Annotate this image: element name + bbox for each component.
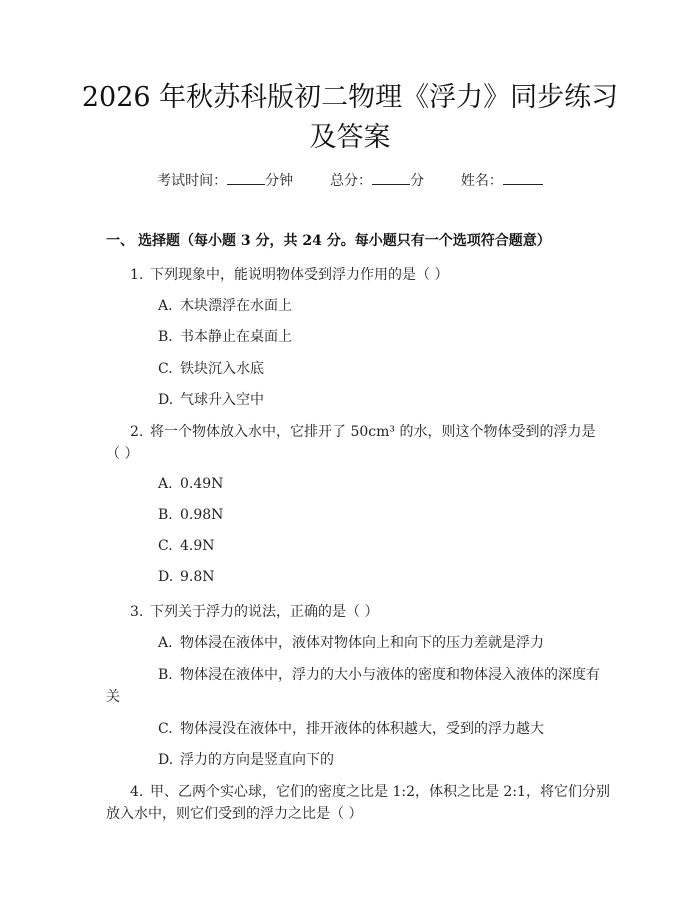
option-text: 铁块沉入水底 bbox=[180, 361, 264, 377]
option-label: C. bbox=[158, 538, 173, 554]
time-label: 考试时间： bbox=[157, 173, 228, 189]
score-blank bbox=[372, 171, 410, 185]
question-3-option-b-continuation: 关 bbox=[106, 689, 120, 705]
option-label: D. bbox=[158, 569, 174, 585]
question-4 bbox=[130, 781, 610, 801]
option-text: 0.98N bbox=[180, 507, 224, 523]
question-2-option-c bbox=[158, 538, 215, 554]
question-1-option-d bbox=[158, 389, 264, 409]
option-text: 木块漂浮在水面上 bbox=[180, 298, 292, 314]
section-number: 一、 bbox=[106, 233, 134, 249]
question-2-option-b bbox=[158, 507, 223, 523]
option-label: A. bbox=[158, 476, 173, 492]
question-3-option-c bbox=[158, 718, 544, 738]
question-2-continuation: （ ） bbox=[106, 446, 139, 462]
option-text: 物体浸在液体中，液体对物体向上和向下的压力差就是浮力 bbox=[180, 635, 544, 651]
option-label: C. bbox=[158, 721, 173, 737]
option-label: A. bbox=[158, 298, 173, 314]
question-2-option-a bbox=[158, 476, 223, 492]
question-number: 3. bbox=[130, 604, 144, 620]
question-number: 1. bbox=[130, 267, 144, 283]
option-label: B. bbox=[158, 507, 173, 523]
question-1 bbox=[130, 264, 448, 284]
question-3-option-d bbox=[158, 749, 334, 769]
question-3 bbox=[130, 601, 378, 621]
question-2-option-d bbox=[158, 569, 215, 585]
exam-info-line bbox=[0, 170, 700, 190]
question-1-option-c bbox=[158, 358, 264, 378]
score-label: 总分： bbox=[330, 173, 372, 189]
option-text: 0.49N bbox=[180, 476, 224, 492]
option-label: C. bbox=[158, 361, 173, 377]
option-text: 9.8N bbox=[180, 569, 215, 585]
time-blank bbox=[227, 171, 265, 185]
option-text: 物体浸在液体中，浮力的大小与液体的密度和物体浸入液体的深度有 bbox=[180, 667, 600, 683]
option-label: D. bbox=[158, 392, 174, 408]
section-heading bbox=[106, 230, 551, 250]
option-label: D. bbox=[158, 752, 174, 768]
name-label: 姓名： bbox=[460, 173, 503, 189]
question-text: 下列现象中，能说明物体受到浮力作用的是（ ） bbox=[150, 267, 449, 283]
question-3-option-b bbox=[158, 664, 600, 684]
question-1-option-a bbox=[158, 295, 292, 315]
question-text: 下列关于浮力的说法，正确的是（ ） bbox=[150, 604, 379, 620]
option-text: 物体浸没在液体中，排开液体的体积越大，受到的浮力越大 bbox=[180, 721, 544, 737]
option-text: 浮力的方向是竖直向下的 bbox=[180, 752, 334, 768]
question-3-option-a bbox=[158, 632, 544, 652]
option-label: A. bbox=[158, 635, 173, 651]
option-label: B. bbox=[158, 329, 173, 345]
document-title-line-1: 2026 年秋苏科版初二物理《浮力》同步练习 bbox=[81, 82, 619, 113]
question-text: 甲、乙两个实心球，它们的密度之比是 1:2，体积之比是 2:1，将它们分别 bbox=[150, 784, 610, 800]
question-number: 4. bbox=[130, 784, 144, 800]
question-text: 将一个物体放入水中，它排开了 50cm³ 的水，则这个物体受到的浮力是 bbox=[150, 424, 596, 440]
section-title: 选择题（每小题 3 分，共 24 分。每小题只有一个选项符合题意） bbox=[138, 233, 551, 249]
option-text: 书本静止在桌面上 bbox=[180, 329, 292, 345]
document-title-line-2: 及答案 bbox=[309, 122, 391, 153]
name-blank bbox=[503, 171, 543, 185]
question-4-continuation: 放入水中，则它们受到的浮力之比是（ ） bbox=[106, 806, 363, 822]
question-number: 2. bbox=[130, 424, 144, 440]
option-text: 4.9N bbox=[180, 538, 215, 554]
option-label: B. bbox=[158, 667, 173, 683]
time-unit: 分钟 bbox=[265, 173, 294, 189]
question-2 bbox=[130, 421, 595, 441]
option-text: 气球升入空中 bbox=[180, 392, 264, 408]
question-1-option-b bbox=[158, 326, 292, 346]
score-unit: 分 bbox=[410, 173, 424, 189]
